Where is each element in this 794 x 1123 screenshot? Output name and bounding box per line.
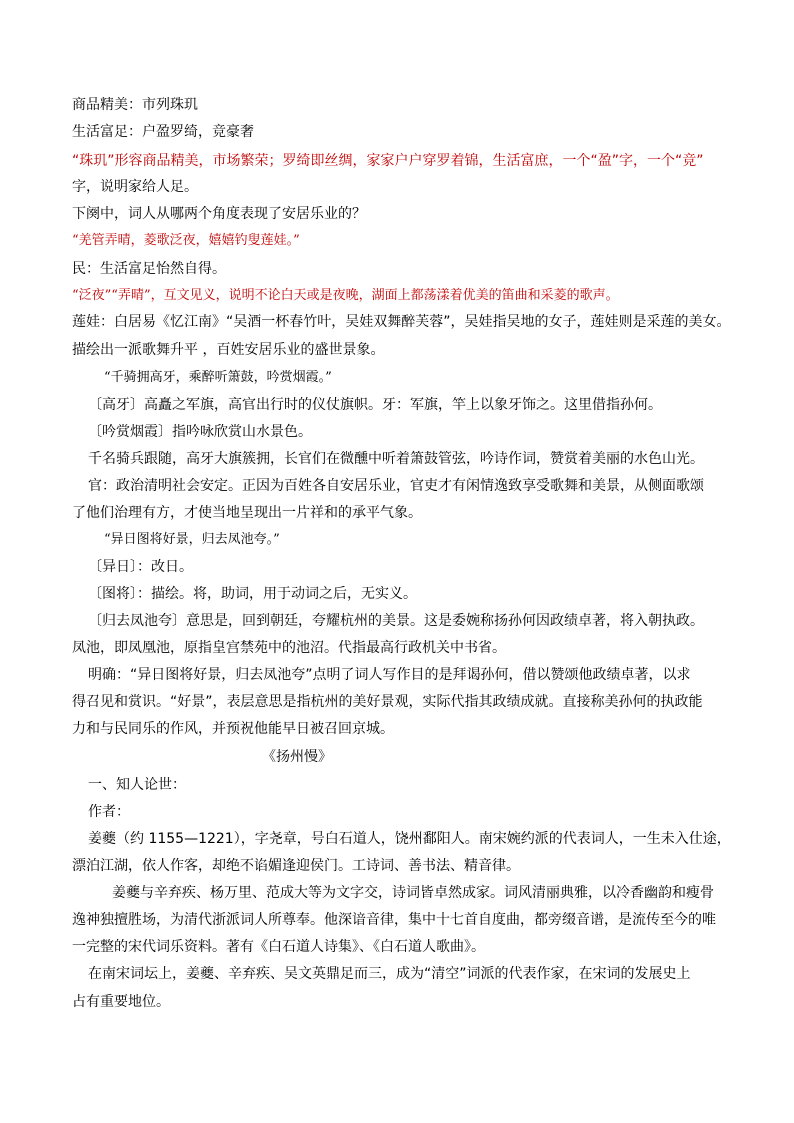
- text-line: 得召见和赏识。“好景”，表层意思是指杭州的美好景观，实际代指其政绩成就。直接称美孙何的执政能: [72, 694, 703, 710]
- text-line: 力和与民同乐的作风，并预祝他能早日被召回京城。: [72, 721, 394, 737]
- annotation-line: 〔高牙〕高矗之军旗，高官出行时的仪仗旗帜。牙：军旗，竿上以象牙饰之。这里借指孙何。: [88, 397, 662, 413]
- annotation-line: 〔归去凤池夸〕意思是，回到朝廷，夸耀杭州的美景。这是委婉称扬孙何因政绩卓著，将入朝执政。: [88, 613, 704, 629]
- text-line: 漂泊江湖，依人作客，却绝不谄媚逢迎侯门。工诗词、善书法、精音律。: [72, 858, 520, 874]
- text-line: 莲娃：白居易《忆江南》“吴酒一杯春竹叶，吴娃双舞醉芙蓉”，吴娃指吴地的女子，莲娃则是采莲的美女。: [72, 314, 731, 330]
- text-line: 民：生活富足怡然自得。: [72, 261, 226, 277]
- subheading: 作者：: [88, 804, 130, 820]
- text-line: 了他们治理有方，才使当地呈现出一片祥和的承平气象。: [72, 505, 422, 521]
- section-title: 《扬州慢》: [262, 749, 332, 765]
- quote-line: “异日图将好景，归去凤池夸。”: [104, 532, 280, 547]
- text-line: 姜夔与辛弃疾、杨万里、范成大等为文字交，诗词皆卓然成家。词风清丽典雅，以冷香幽韵和瘦骨: [112, 885, 714, 901]
- annotation-line: 〔吟赏烟霞〕指吟咏欣赏山水景色。: [88, 424, 312, 440]
- text-line: 千名骑兵跟随，高牙大旗簇拥，长官们在微醺中听着箫鼓管弦，吟诗作词，赞赏着美丽的水色山光。: [88, 451, 704, 467]
- text-line: 一完整的宋代词乐资料。著有《白石道人诗集》、《白石道人歌曲》。: [72, 939, 485, 955]
- text-line: 在南宋词坛上，姜夔、辛弃疾、吴文英鼎足而三，成为“清空”词派的代表作家，在宋词的发展史上: [88, 966, 691, 982]
- text-line: 官：政治清明社会安定。正因为百姓各自安居乐业，官吏才有闲情逸致享受歌舞和美景，从侧面歌颂: [88, 478, 704, 494]
- text-line: 占有重要地位。: [72, 994, 170, 1010]
- highlight-line: “珠玑”形容商品精美，市场繁荣；罗绮即丝绸，家家户户穿罗着锦，生活富庶，一个“盈”字，一个“竞”: [72, 153, 704, 169]
- text-line: 姜夔（约 1155—1221），字尧章，号白石道人，饶州鄱阳人。南宋婉约派的代表词人，一生未入仕途，: [88, 831, 731, 847]
- quote-line: “千骑拥高牙，乘醉听箫鼓，吟赏烟霞。”: [104, 370, 332, 385]
- text-line: 商品精美：市列珠玑: [72, 97, 198, 113]
- highlight-line: “泛夜”“弄晴”，互文见义，说明不论白天或是夜晚，湖面上都荡漾着优美的笛曲和采菱的歌声。: [72, 288, 619, 303]
- quote-line: “羌管弄晴，菱歌泛夜，嬉嬉钓叟莲娃。”: [72, 233, 300, 248]
- question-line: 下阕中，词人从哪两个角度表现了安居乐业的？: [72, 206, 366, 222]
- text-line: 逸神独擅胜场，为清代浙派词人所尊奉。他深谙音律，集中十七首自度曲，都旁缀音谱，是流传至今的唯: [72, 912, 716, 928]
- text-line: 描绘出一派歌舞升平 ，百姓安居乐业的盛世景象。: [72, 342, 385, 358]
- annotation-line: 〔图将〕：描绘。将，助词，用于动词之后，无实义。: [88, 586, 417, 602]
- text-line: 凤池，即凤凰池，原指皇宫禁苑中的池沼。代指最高行政机关中书省。: [72, 640, 506, 656]
- text-line: 生活富足：户盈罗绮，竞豪奢: [72, 124, 254, 140]
- section-heading: 一、知人论世：: [88, 777, 186, 793]
- annotation-line: 〔异日〕：改日。: [88, 559, 193, 575]
- text-line: 字，说明家给人足。: [72, 179, 198, 195]
- text-line: 明确：“异日图将好景，归去凤池夸”点明了词人写作目的是拜谒孙何，借以赞颂他政绩卓著，以求: [88, 667, 691, 683]
